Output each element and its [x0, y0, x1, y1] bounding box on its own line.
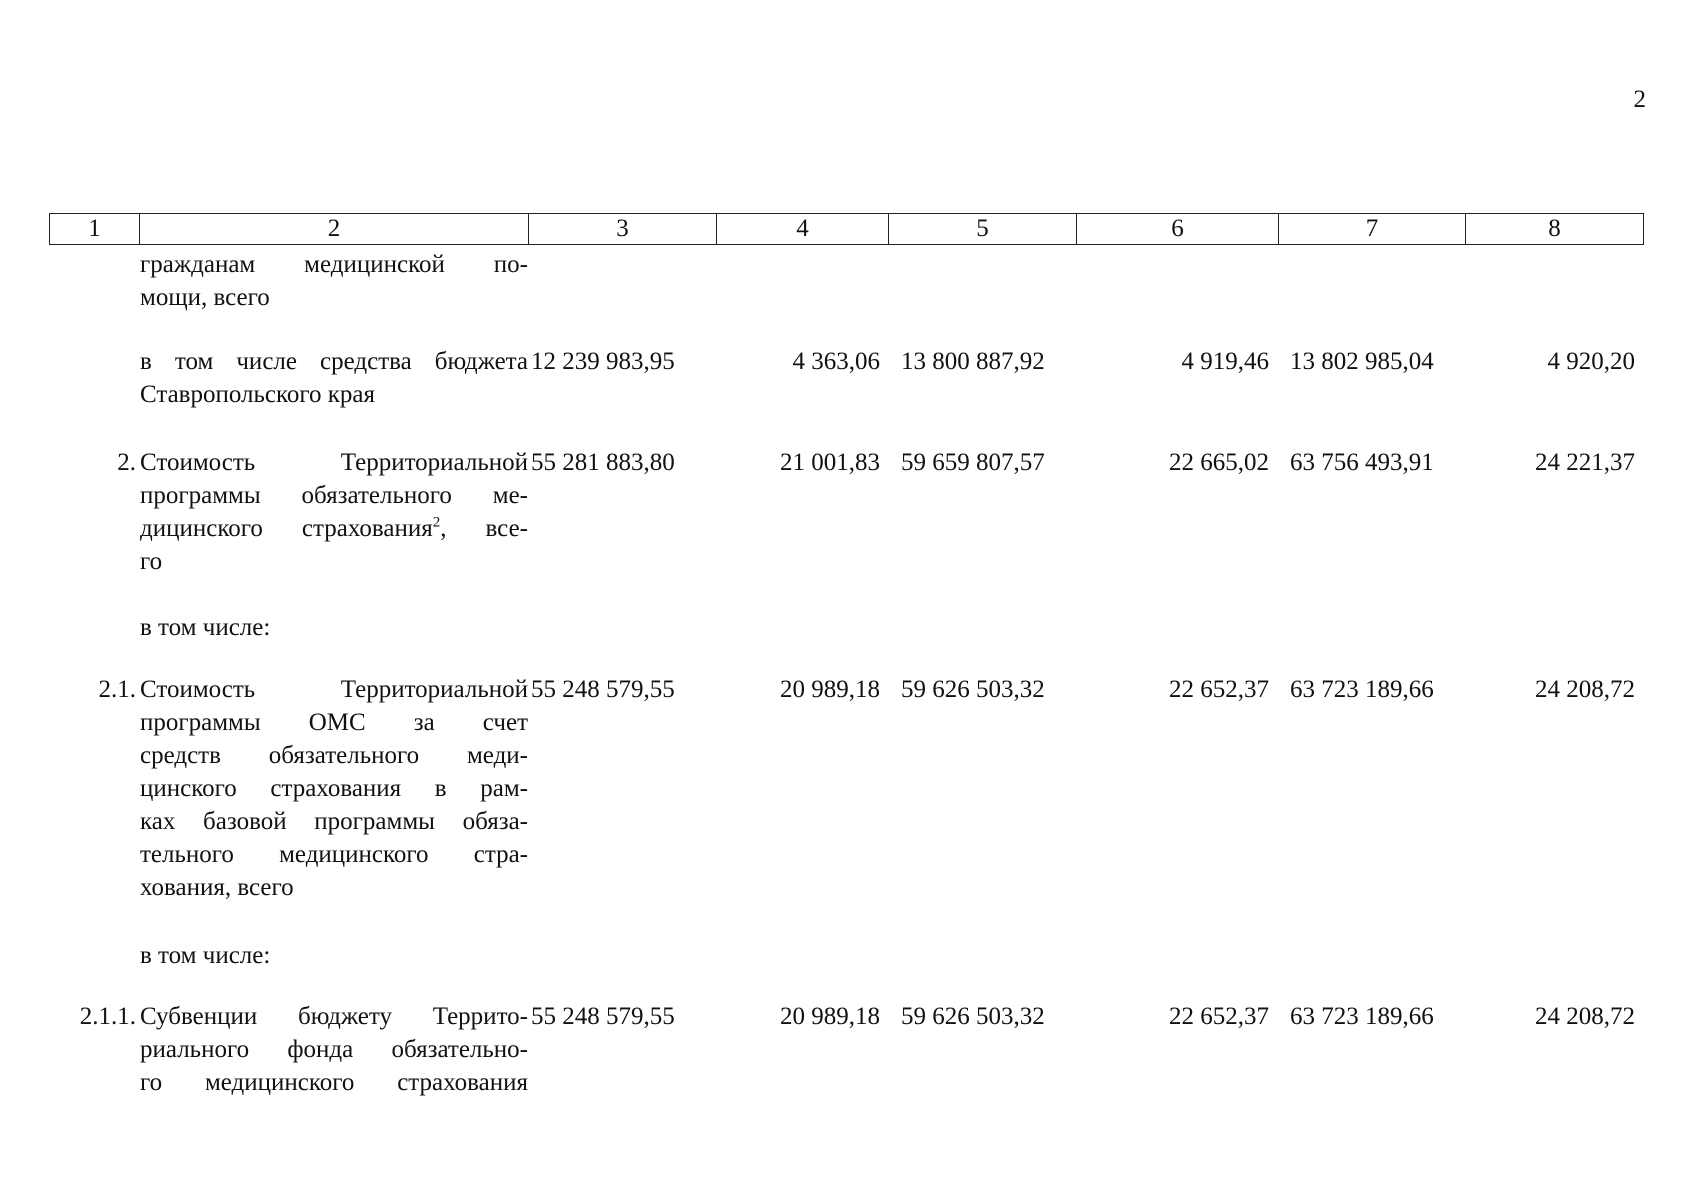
description-line: программы ОМС за счет: [140, 709, 528, 736]
row-description: [140, 939, 528, 972]
description-line: хования, всего: [140, 874, 294, 901]
column-header-2: 2: [140, 214, 529, 245]
description-line: средств обязательного меди-: [140, 742, 528, 769]
column-header-7: 7: [1279, 214, 1466, 245]
row-description: [140, 446, 528, 578]
description-line-with-footnote: [140, 512, 528, 545]
description-line: в том числе:: [140, 942, 271, 969]
column-header-3: 3: [529, 214, 717, 245]
row-description: [140, 345, 528, 411]
cell-col-3: 12 239 983,95: [531, 348, 675, 375]
description-line: цинского страхования в рам-: [140, 775, 528, 802]
cell-col-5: 59 626 503,32: [901, 1003, 1045, 1030]
column-header-1: 1: [50, 214, 140, 245]
cell-col-7: 63 756 493,91: [1290, 449, 1434, 476]
row-description: [140, 611, 528, 644]
row-number: 2.1.: [98, 676, 136, 703]
description-text: , все-: [440, 515, 528, 542]
description-line: Ставропольского края: [140, 381, 375, 408]
row-description: [140, 248, 528, 314]
description-line: в том числе:: [140, 614, 271, 641]
cell-col-8: 24 221,37: [1535, 449, 1635, 476]
row-description: [140, 1000, 528, 1099]
cell-col-8: 24 208,72: [1535, 676, 1635, 703]
cell-col-7: 63 723 189,66: [1290, 1003, 1434, 1030]
row-number: 2.1.1.: [79, 1003, 136, 1030]
description-line: ках базовой программы обяза-: [140, 808, 528, 835]
description-line: Стоимость Территориальной: [140, 676, 528, 703]
cell-col-4: 20 989,18: [780, 676, 880, 703]
description-line: в том числе средства бюджета: [140, 348, 528, 375]
cell-col-6: 4 919,46: [1181, 348, 1269, 375]
cell-col-8: 24 208,72: [1535, 1003, 1635, 1030]
description-line: тельного медицинского стра-: [140, 841, 528, 868]
cell-col-3: 55 248 579,55: [531, 1003, 675, 1030]
column-header-4: 4: [717, 214, 889, 245]
cell-col-5: 59 659 807,57: [901, 449, 1045, 476]
description-text: дицинского страхования: [140, 515, 433, 542]
description-line: го медицинского страхования: [140, 1069, 528, 1096]
description-line: программы обязательного ме-: [140, 482, 528, 509]
cell-col-5: 59 626 503,32: [901, 676, 1045, 703]
cell-col-6: 22 665,02: [1169, 449, 1269, 476]
cell-col-4: 20 989,18: [780, 1003, 880, 1030]
description-line: Стоимость Территориальной: [140, 449, 528, 476]
description-line: гражданам медицинской по-: [140, 251, 528, 278]
row-description: [140, 673, 528, 904]
description-line: го: [140, 548, 163, 575]
column-number-header: [49, 213, 1644, 245]
column-header-6: 6: [1077, 214, 1279, 245]
cell-col-7: 63 723 189,66: [1290, 676, 1434, 703]
column-header-8: 8: [1466, 214, 1644, 245]
row-number: 2.: [117, 449, 136, 476]
cell-col-6: 22 652,37: [1169, 676, 1269, 703]
description-line: мощи, всего: [140, 284, 270, 311]
cell-col-4: 21 001,83: [780, 449, 880, 476]
cell-col-3: 55 281 883,80: [531, 449, 675, 476]
cell-col-6: 22 652,37: [1169, 1003, 1269, 1030]
cell-col-4: 4 363,06: [792, 348, 880, 375]
column-header-5: 5: [889, 214, 1077, 245]
footnote-marker: 2: [432, 514, 441, 531]
description-line: риального фонда обязательно-: [140, 1036, 528, 1063]
page-number: 2: [1633, 86, 1646, 113]
description-line: Субвенции бюджету Террито-: [140, 1003, 528, 1030]
cell-col-5: 13 800 887,92: [901, 348, 1045, 375]
cell-col-3: 55 248 579,55: [531, 676, 675, 703]
cell-col-8: 4 920,20: [1547, 348, 1635, 375]
cell-col-7: 13 802 985,04: [1290, 348, 1434, 375]
